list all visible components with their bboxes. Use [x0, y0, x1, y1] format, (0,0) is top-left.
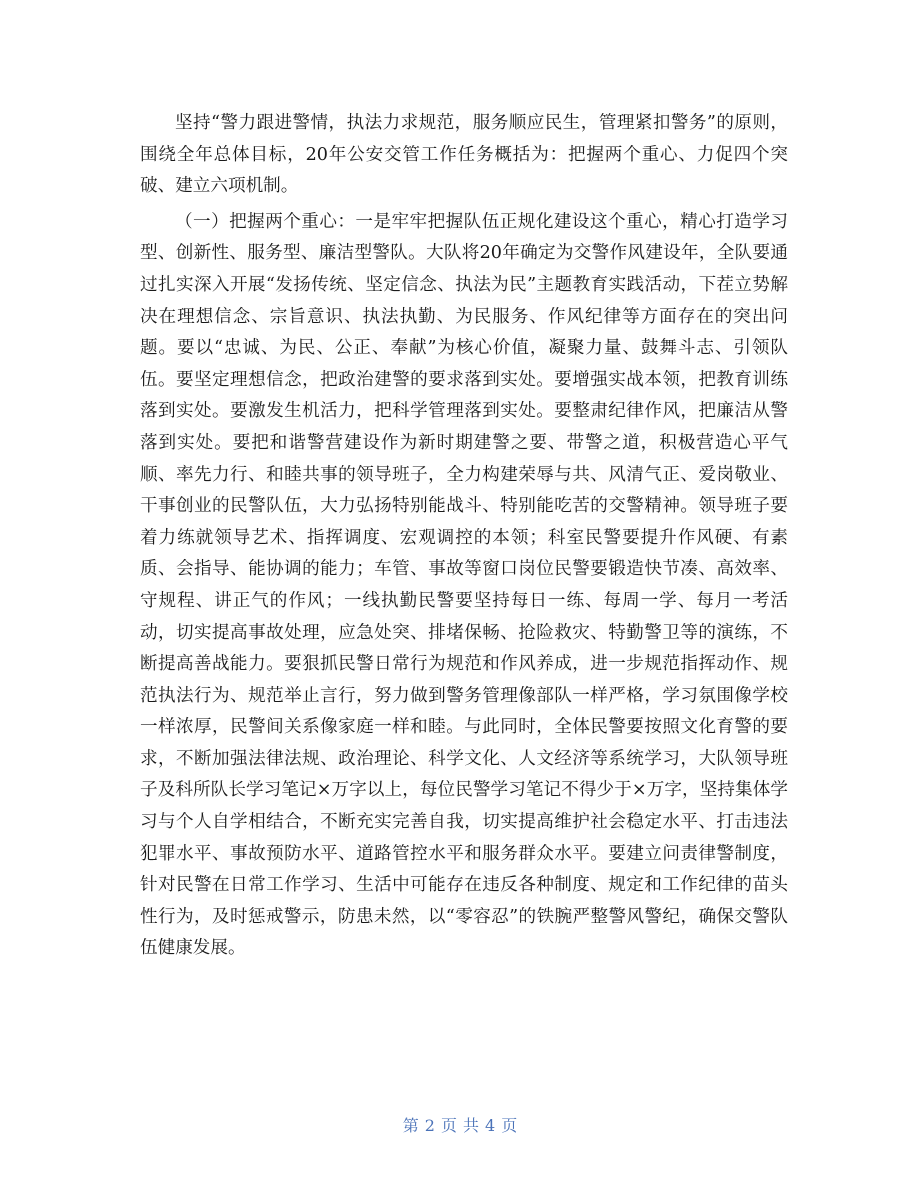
footer-ye2: 页	[501, 1116, 518, 1135]
footer-total-pages: 4	[485, 1116, 496, 1135]
footer-current-page: 2	[424, 1116, 435, 1135]
footer-di: 第	[402, 1116, 419, 1135]
footer-ye: 页	[440, 1116, 457, 1135]
page-footer	[0, 1113, 920, 1136]
footer-gong: 共	[463, 1116, 480, 1135]
document-body	[140, 108, 788, 965]
paragraph-principle: 坚持“警力跟进警情，执法力求规范，服务顺应民生，管理紧扣警务”的原则，围绕全年总体目标，20年公安交管工作任务概括为：把握两个重心、力促四个突破、建立六项机制。	[140, 113, 788, 197]
paragraph-two-focuses: （一）把握两个重心：一是牢牢把握队伍正规化建设这个重心，精心打造学习型、创新性、服务型、廉洁型警队。大队将20年确定为交警作风建设年，全队要通过扎实深入开展“发扬传统、坚定信念、执法为民”主题教育实践活动，下茬立势解决在理想信念、宗旨意识、执法执勤、为民服务、作风纪律等方面存在的突出问题。要以“忠诚、为民、公正、奉献”为核心价值，凝聚力量、鼓舞斗志、引领队伍。要坚定理想信念，把政治建警的要求落到实处。要增强实战本领，把教育训练落到实处。要激发生机活力，把科学管理落到实处。要整肃纪律作风，把廉洁从警落到实处。要把和谐警营建设作为新时期建警之要、带警之道，积极营造心平气顺、率先力行、和睦共事的领导班子，全力构建荣辱与共、风清气正、爱岗敬业、干事创业的民警队伍，大力弘扬特别能战斗、特别能吃苦的交警精神。领导班子要着力练就领导艺术、指挥调度、宏观调控的本领；科室民警要提升作风硬、有素质、会指导、能协调的能力；车管、事故等窗口岗位民警要锻造快节凑、高效率、守规程、讲正气的作风；一线执勤民警要坚持每日一练、每周一学、每月一考活动，切实提高事故处理，应急处突、排堵保畅、抢险救灾、特勤警卫等的演练，不断提高善战能力。要狠抓民警日常行为规范和作风养成，进一步规范指挥动作、规范执法行为、规范举止言行，努力做到警务管理像部队一样严格，学习氛围像学校一样浓厚，民警间关系像家庭一样和睦。与此同时，全体民警要按照文化育警的要求，不断加强法律法规、政治理论、科学文化、人文经济等系统学习，大队领导班子及科所队长学习笔记×万字以上，每位民警学习笔记不得少于×万字，坚持集体学习与个人自学相结合，不断充实完善自我，切实提高维护社会稳定水平、打击违法犯罪水平、事故预防水平、道路管控水平和服务群众水平。要建立问责律警制度，针对民警在日常工作学习、生活中可能存在违反各种制度、规定和工作纪律的苗头性行为，及时惩戒警示，防患未然，以“零容忍”的铁腕严整警风警纪，确保交警队伍健康发展。	[140, 211, 788, 959]
